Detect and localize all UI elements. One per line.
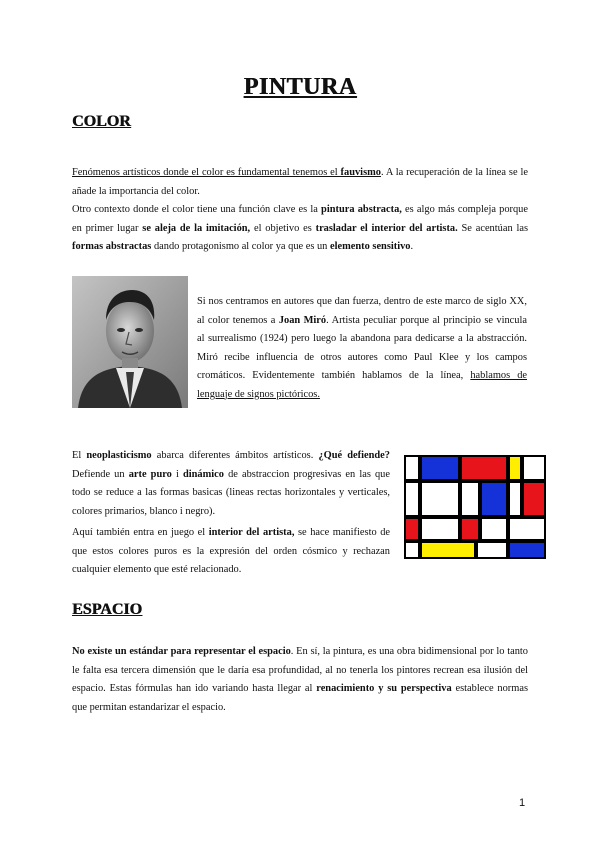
bold-term: trasladar el interior del artista.	[315, 222, 458, 234]
text-run: i	[171, 468, 183, 480]
text-run: .	[410, 241, 414, 252]
bold-term: se aleja de la imitación,	[142, 222, 251, 234]
page-number: 1	[519, 797, 526, 809]
paragraph-fauvismo	[72, 164, 528, 201]
bold-term: neoplasticismo	[86, 450, 152, 461]
bold-term: renacimiento y su perspectiva	[316, 683, 452, 694]
text-run: Fenómenos artísticos donde el color es fundamental tenemos el	[72, 167, 341, 178]
bold-term: ¿Qué defiende?	[318, 450, 390, 461]
text-run: Defiende un	[72, 468, 129, 480]
text-run: . A la recuperación de la línea se le añade la importancia del color.	[72, 167, 528, 197]
bold-term: No existe un estándar para representar el espacio	[72, 646, 291, 657]
page-title: PINTURA	[243, 74, 357, 100]
text-run: . Artista peculiar porque al principio se vincula al surrealismo (1924) pero luego la abandona para dedicarse a la abstracción. Miró recibe influencia de otros autores como Paul Klee y los campos cromáticos. Evidentemente también hablamos de la línea,	[197, 314, 527, 381]
bold-term: arte puro	[128, 468, 172, 480]
paragraph-pintura-abstracta	[72, 201, 528, 257]
mondrian-composition-image	[404, 455, 546, 559]
underlined-text: hablamos de lenguaje de signos pictóricos.	[197, 370, 528, 400]
text-run: . En sí, la pintura, es una obra bidimensional por lo tanto le falta esa tercera dimensión que le daría esa profundidad, al no tenerla los pintores recrean esa ilusión del espacio. Estas fórmulas han ido variando hasta llegar al	[72, 646, 528, 694]
text-run: Otro contexto donde el color tiene una función clave es la	[72, 204, 322, 215]
text-run: establece normas que permitan estandarizar el espacio.	[72, 683, 528, 713]
paragraph-neoplasticismo	[72, 447, 390, 521]
text-run: el objetivo es	[250, 222, 316, 234]
text-run: de abstraccion progresivas en las que todo se reduce a las formas basicas (lineas rectas horizontales y verticales, colores primarios, blanco i negro).	[72, 468, 390, 517]
text-run: El	[72, 450, 87, 461]
joan-miro-portrait-photo	[72, 276, 188, 408]
text-run: Aquí también entra en juego el	[72, 527, 209, 538]
bold-term: elemento sensitivo	[329, 241, 411, 252]
bold-term: dinámico	[182, 468, 224, 480]
mondrian-composition-icon	[404, 455, 546, 559]
text-run: es algo más compleja porque en primer lugar	[72, 204, 528, 234]
section-heading-color: COLOR	[72, 113, 131, 130]
bold-term: interior del artista,	[208, 527, 295, 538]
text-run: Se acentúan las	[457, 222, 528, 234]
paragraph-espacio	[72, 643, 528, 717]
paragraph-joan-miro	[197, 293, 527, 404]
text-run: dando protagonismo al color ya que es un	[151, 241, 330, 252]
paragraph-interior-artista	[72, 524, 390, 580]
bold-term: formas abstractas	[72, 241, 152, 252]
bold-term: pintura abstracta,	[321, 204, 402, 215]
portrait-photo-icon	[72, 276, 188, 408]
text-run: Si nos centramos en autores que dan fuerza, dentro de este marco de siglo XX, al color tenemos a	[197, 296, 527, 326]
text-run: se hace manifiesto de que estos colores puros es la expresión del orden cósmico y rechazan cualquier elemento que esté relacionado.	[72, 527, 391, 575]
section-heading-espacio: ESPACIO	[72, 601, 142, 618]
bold-term-joan-miro: Joan Miró	[278, 314, 327, 326]
text-run: abarca diferentes ámbitos artísticos.	[151, 450, 319, 461]
bold-term-fauvismo: fauvismo	[340, 167, 381, 178]
